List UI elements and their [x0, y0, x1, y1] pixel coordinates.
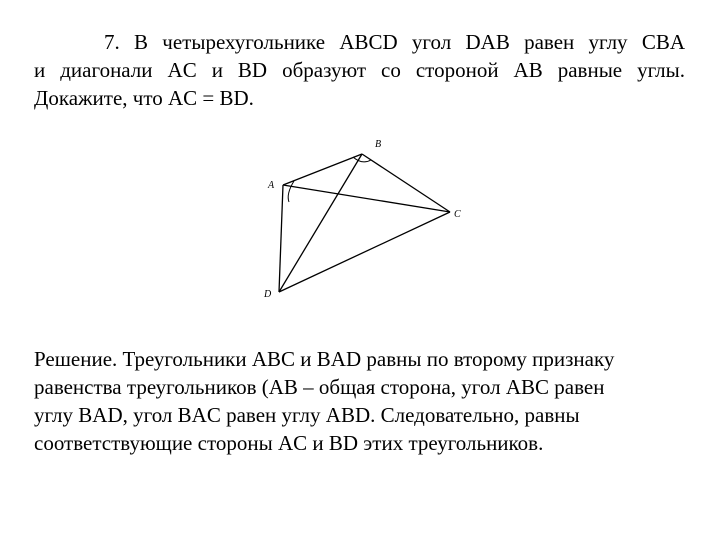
problem-line-2: и диагонали AC и BD образуют со стороной AB равные углы. — [34, 58, 685, 82]
problem-statement — [34, 28, 685, 112]
label-d: D — [264, 289, 272, 300]
label-a: A — [268, 180, 275, 191]
problem-line-1: 7. В четырехугольнике ABCD угол DAB равен углу CBA — [104, 30, 685, 54]
side-da — [279, 185, 283, 292]
solution-line-2: равенства треугольников (AB – общая сторона, угол ABC равен — [34, 375, 605, 399]
solution-line-3: углу BAD, угол BAC равен углу ABD. Следовательно, равны — [34, 403, 580, 427]
side-cd — [279, 212, 450, 292]
angle-arc-a — [288, 181, 294, 202]
side-bc — [362, 154, 450, 212]
label-c: C — [454, 209, 461, 220]
solution-text — [34, 345, 694, 457]
solution-line-1: Решение. Треугольники ABC и BAD равны по второму признаку — [34, 347, 615, 371]
solution-line-4: соответствующие стороны AC и BD этих треугольников. — [34, 431, 544, 455]
side-ab — [283, 154, 362, 185]
diagonal-ac — [283, 185, 450, 212]
diagonal-bd — [279, 154, 362, 292]
label-b: B — [375, 139, 382, 150]
problem-line-3: Докажите, что AC = BD. — [34, 86, 254, 110]
quadrilateral-figure — [255, 132, 465, 304]
